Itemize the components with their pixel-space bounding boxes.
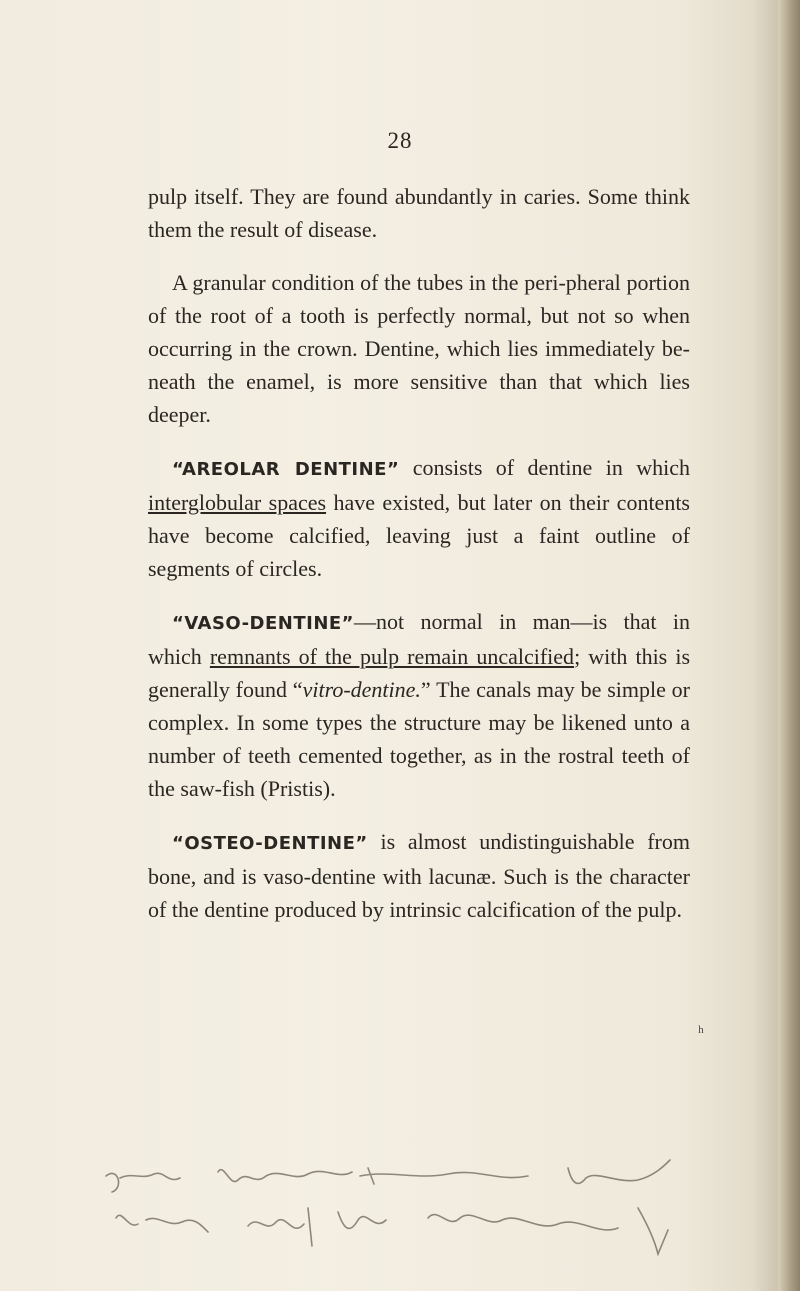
paragraph-1: pulp itself. They are found abundantly in caries. Some think them the result of disease. <box>148 184 690 242</box>
paragraph-5: “OSTEO-DENTINE” is almost undistinguishable from bone, and is vaso-dentine with lacunæ. Such is the character of the dentine produced by intrinsic calcification of the pulp. <box>148 829 690 922</box>
body-text <box>148 180 690 926</box>
term-osteo-dentine: “OSTEO-DENTINE” <box>172 833 368 854</box>
term-vaso-dentine: “VASO-DENTINE” <box>172 613 355 634</box>
italic-term: vitro-dentine. <box>302 677 421 702</box>
paragraph-3: “AREOLAR DENTINE” consists of dentine in which interglobular spaces have existed, but later on their contents have become calcified, leaving just a faint outline of segments of circles. <box>148 455 690 581</box>
paragraph-4: “VASO-DENTINE”—not normal in man—is that in which remnants of the pulp remain uncalcified; with this is generally found “vitro-dentine.” The canals may be simple or complex. In some types the structure may be likened unto a number of teeth cemented together, as in the rostral teeth of the saw-fish (Pristis). <box>148 609 691 801</box>
margin-mark: ʰ <box>698 1022 704 1042</box>
page-edge <box>778 0 800 1291</box>
paragraph-2: A granular condition of the tubes in the peri-pheral portion of the root of a tooth is perfectly normal, but not so when occurring in the crown. Dentine, which lies immediately be-neath the enamel, is more sensitive than that which lies deeper. <box>148 270 690 427</box>
annotated-phrase: interglobular spaces <box>148 490 327 515</box>
annotated-phrase: remnants of the pulp remain uncalcified <box>209 644 575 669</box>
term-areolar-dentine: “AREOLAR DENTINE” <box>172 459 400 480</box>
page-number: 28 <box>387 128 413 153</box>
handwritten-scribble <box>98 1158 718 1268</box>
